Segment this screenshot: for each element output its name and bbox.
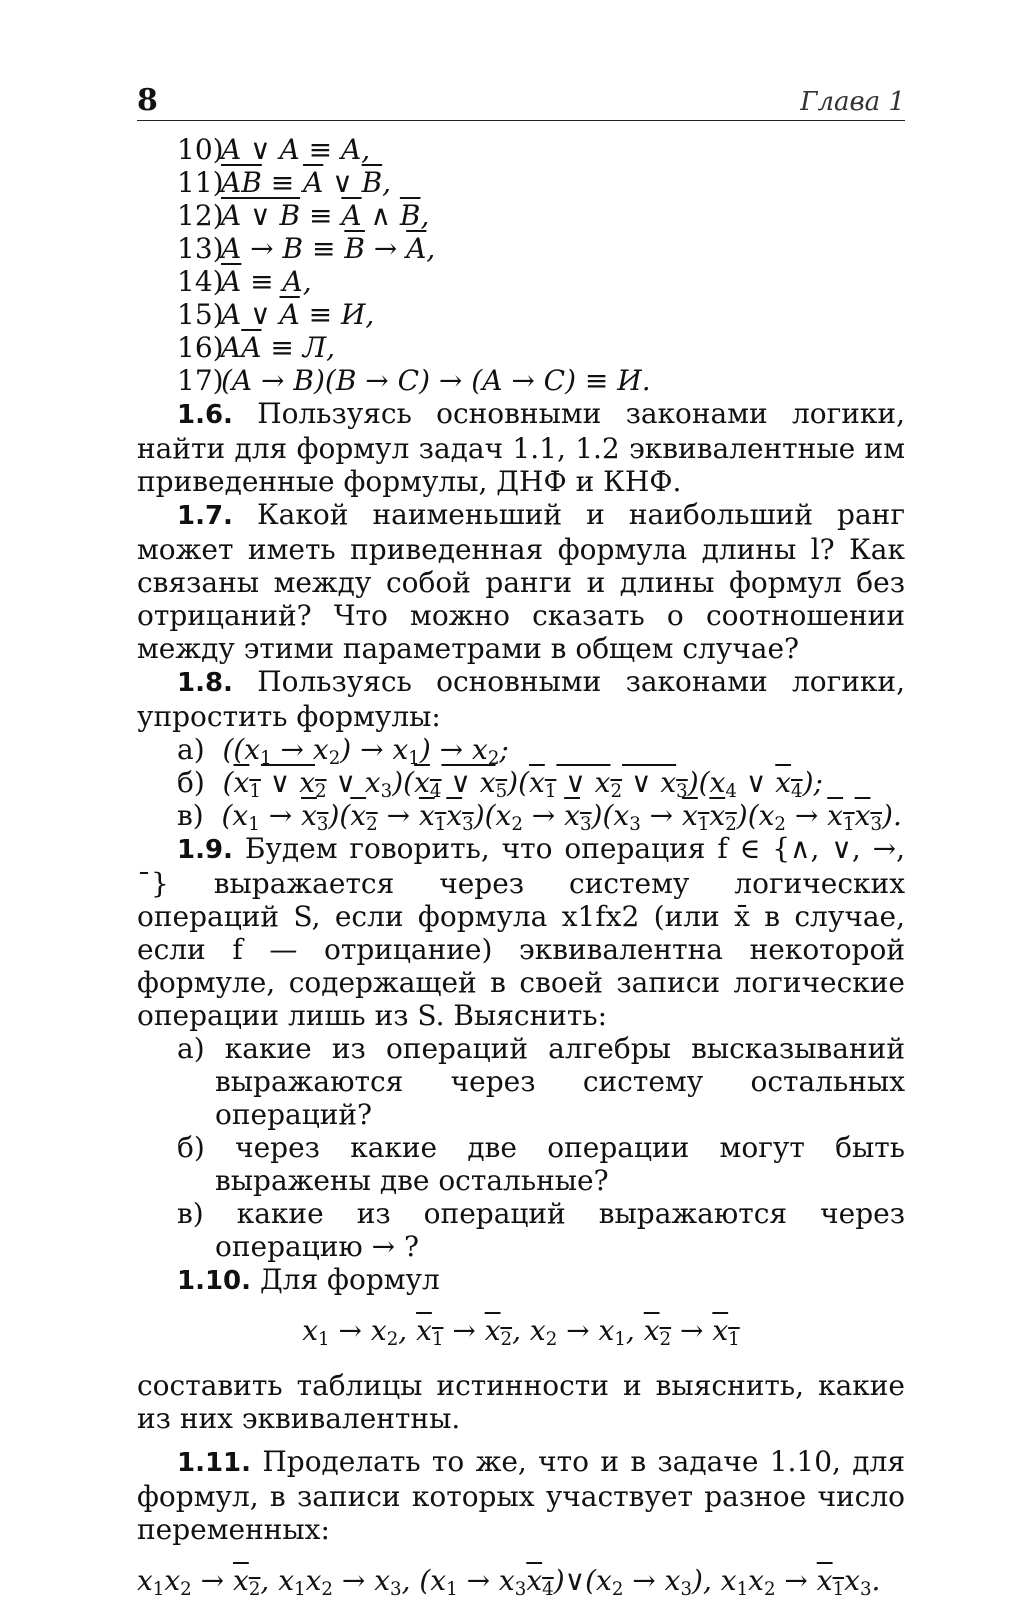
chapter-title: Глава 1 [800,87,905,117]
law-formula: (A → B)(B → C) → (A → C) ≡ И. [221,364,651,397]
problem-1-9: 1.9. Будем говорить, что операция f ∈ {∧, ∨, →, ¯} выражается через систему логических операций S, если формула x1fx2 (или x̄ в случае, если f — отрицание) эквивалентна некоторой формуле, содержащей в своей записи логические операции лишь из S. Выяснить: [137,832,905,1032]
law-formula: $A\overline{A} \equiv Л$, [221,331,335,364]
problem-1-6: 1.6. Пользуясь основными законами логики, найти для формул задач 1.1, 1.2 эквивалентные им приведенные формулы, ДНФ и КНФ. [137,397,905,498]
law-formula: A ≡ A, [221,265,312,298]
problem-1-8: 1.8. Пользуясь основными законами логики, упростить формулы: [137,665,905,733]
law-formula: A ∨ A ≡ A, [221,133,371,166]
law-10: 10)A ∨ A ≡ A, [177,133,371,166]
law-formula: $A \to B \equiv \overline{B} \to \overline{A}$, [221,232,436,265]
law-15: 15)A ∨ $\overline{A} \equiv И$, [177,298,375,331]
problem-1-10-continuation: составить таблицы истинности и выяснить, какие из них эквивалентны. [137,1369,905,1435]
problem-1-11: 1.11. Проделать то же, что и в задаче 1.10, для формул, в записи которых участвует разное число переменных: [137,1445,905,1546]
law-formula: A ∨ $B \equiv \overline{A}$ ∧ $\overline{B}$, [221,199,430,232]
problem-1-9-b: б) через какие две операции могут быть выражены две остальные? [177,1131,905,1197]
book-page [137,82,906,1600]
page-number: 8 [137,83,158,118]
problem-1-8-a: а) $((x_1 \to x_2) \to x_1) \to x_2$; [177,733,509,769]
problem-1-11-formulas: $x_1x_2 \to x_2$, $x_1x_2 \to x_3$, ($x_1$ → $x_3x_4)\vee(x_2 \to x_3)$, $x_1x_2 \to x_1x_3$. [137,1564,881,1600]
problem-1-8-b: б) ($x_1$ ∨ $x_2$ ∨ $x_3)(x_4$ ∨ $x_5)(x_1$ ∨ $x_2$ ∨ $x_3)(x_4$ ∨ $x_4$); [177,766,823,802]
problem-1-7: 1.7. Какой наименьший и наибольший ранг может иметь приведенная формула длины l? Как связаны между собой ранги и длины формул без отрицаний? Что можно сказать о соотношении между этими параметрами в общем случае? [137,498,906,665]
laws-list [137,133,905,397]
law-formula: $\overline{AB} \equiv \overline{A}$ ∨ $\overline{B}$, [221,166,392,199]
law-formula: A ∨ $\overline{A} \equiv И$, [221,298,375,331]
law-16: $16)A\overline{A} \equiv Л$, [177,331,335,364]
law-11: $11)\overline{AB} \equiv \overline{A}$ ∨ $\overline{B}$, [177,166,392,199]
problem-1-10-formulas: $x_1 \to x_2$, $x_1 \to x_2$, $x_2 \to x_1$, $x_2 \to x_1$ [302,1314,740,1350]
law-14: 14)A ≡ A, [177,265,312,298]
law-13: $13)A \to B \equiv \overline{B} \to \overline{A}$, [177,232,436,265]
problem-1-10: 1.10. Для формул [177,1263,440,1296]
law-17: 17)(A → B)(B → C) → (A → C) ≡ И. [177,364,651,397]
problem-1-8-c: в) $(x_1 \to x_3)(x_2 \to x_1x_3)(x_2 \to x_3)(x_3 \to x_1x_2)(x_2 \to x_1x_3)$. [177,799,902,835]
problem-1-9-a: а) какие из операций алгебры высказываний выражаются через систему остальных операций? [177,1032,905,1131]
problem-1-9-c: в) какие из операций выражаются через операцию → ? [177,1197,905,1263]
running-header [137,82,905,121]
law-12: 12)A ∨ $B \equiv \overline{A}$ ∧ $\overline{B}$, [177,199,430,232]
